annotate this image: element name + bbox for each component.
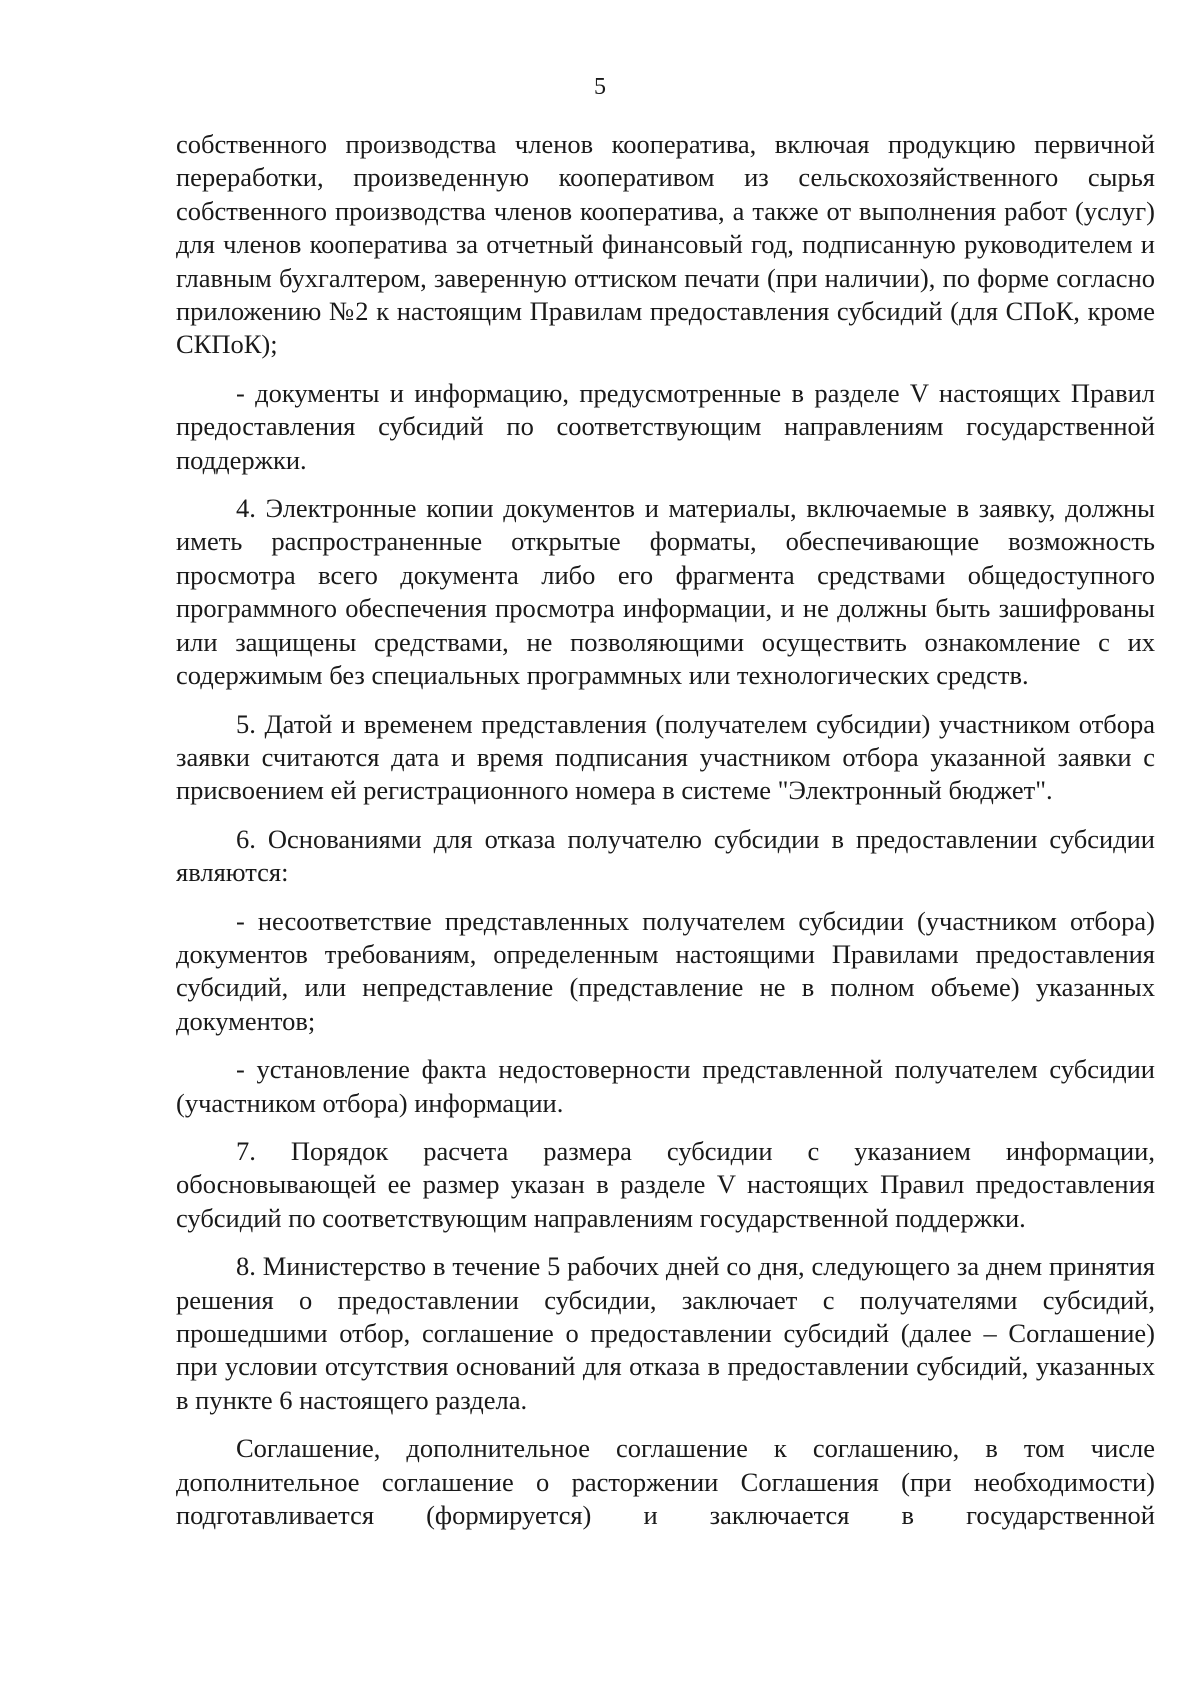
page-number: 5 <box>594 74 606 100</box>
paragraph-item-6-reason-2: - установление факта недостоверности представленной получателем субсидии (участником отбора) информации. <box>176 1054 1155 1118</box>
document-body <box>176 128 1155 1547</box>
paragraph-item-6: 6. Основаниями для отказа получателю субсидии в предоставлении субсидии являются: <box>176 823 1155 888</box>
paragraph-continuation: собственного производства членов кооператива, включая продукцию первичной переработки, произведенную кооперативом из сельскохозяйственного сырья собственного производства членов кооператива, а также от выполнения работ (услуг) для членов кооператива за отчетный финансовый год, подписанную руководителем и главным бухгалтером, заверенную оттиском печати (при наличии), по форме согласно приложению №2 к настоящим Правилам предоставления субсидий (для СПоК, кроме СКПоК); <box>176 129 1155 360</box>
paragraph-documents-item: - документы и информацию, предусмотренные в разделе V настоящих Правил предоставления субсидий по соответствующим направлениям государственной поддержки. <box>176 377 1155 475</box>
paragraph-item-6-reason-1: - несоответствие представленных получателем субсидии (участником отбора) документов требованиям, определенным настоящими Правилами предоставления субсидий, или непредставление (представление не в полном объеме) указанных документов; <box>176 905 1155 1036</box>
paragraph-item-7: 7. Порядок расчета размера субсидии с указанием информации, обосновывающей ее размер указан в разделе V настоящих Правил предоставления субсидий по соответствующим направлениям государственной поддержки. <box>176 1135 1155 1233</box>
paragraph-item-8: 8. Министерство в течение 5 рабочих дней со дня, следующего за днем принятия решения о предоставлении субсидии, заключает с получателями субсидий, прошедшими отбор, соглашение о предоставлении субсидий (далее – Соглашение) при условии отсутствия оснований для отказа в предоставлении субсидий, указанных в пункте 6 настоящего раздела. <box>176 1251 1155 1415</box>
paragraph-item-4: 4. Электронные копии документов и материалы, включаемые в заявку, должны иметь распространенные открытые форматы, обеспечивающие возможность просмотра всего документа либо его фрагмента средствами общедоступного программного обеспечения просмотра информации, и не должны быть зашифрованы или защищены средствами, не позволяющими осуществить ознакомление с их содержимым без специальных программных или технологических средств. <box>176 493 1155 691</box>
paragraph-agreement: Соглашение, дополнительное соглашение к соглашению, в том числе дополнительное соглашение о расторжении Соглашения (при необходимости) подготавливается (формируется) и заключается в государственной <box>176 1433 1155 1531</box>
paragraph-item-5: 5. Датой и временем представления (получателем субсидии) участником отбора заявки считаются дата и время подписания участником отбора указанной заявки с присвоением ей регистрационного номера в системе "Электронный бюджет". <box>176 708 1155 806</box>
